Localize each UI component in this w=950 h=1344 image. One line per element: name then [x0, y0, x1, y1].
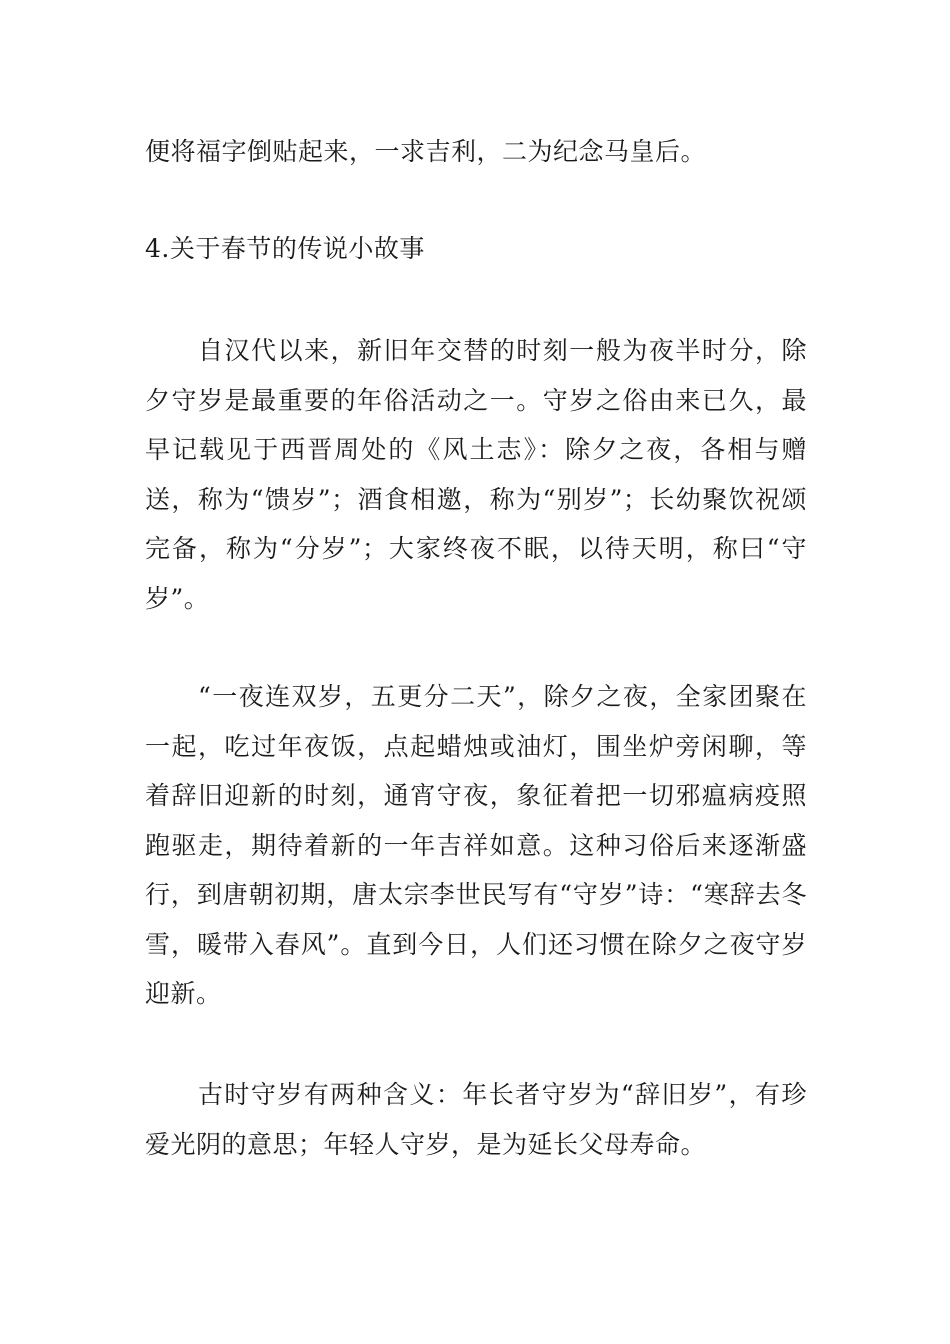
paragraph-2: “一夜连双岁，五更分二天”，除夕之夜，全家团聚在一起，吃过年夜饭，点起蜡烛或油灯，围坐炉旁闲聊，等着辞旧迎新的时刻，通宵守夜，象征着把一切邪瘟病疫照跑驱走，期待着新的一年吉祥如意。这种习俗后来逐渐盛行，到唐朝初期，唐太宗李世民写有“守岁”诗：“寒辞去冬雪，暖带入春风”。直到今日，人们还习惯在除夕之夜守岁迎新。: [145, 682, 807, 1008]
paragraph-3: 古时守岁有两种含义：年长者守岁为“辞旧岁”，有珍爱光阴的意思；年轻人守岁，是为延长父母寿命。: [145, 1080, 807, 1159]
continuation-line: 便将福字倒贴起来，一求吉利，二为纪念马皇后。: [145, 137, 707, 166]
section-heading: 4.关于春节的传说小故事: [145, 234, 425, 263]
paragraph-1: 自汉代以来，新旧年交替的时刻一般为夜半时分，除夕守岁是最重要的年俗活动之一。守岁之俗由来已久，最早记载见于西晋周处的《风土志》：除夕之夜，各相与赠送，称为“馈岁”；酒食相邀，称为“别岁”；长幼聚饮祝颂完备，称为“分岁”；大家终夜不眠，以待天明，称曰“守岁”。: [145, 336, 807, 613]
